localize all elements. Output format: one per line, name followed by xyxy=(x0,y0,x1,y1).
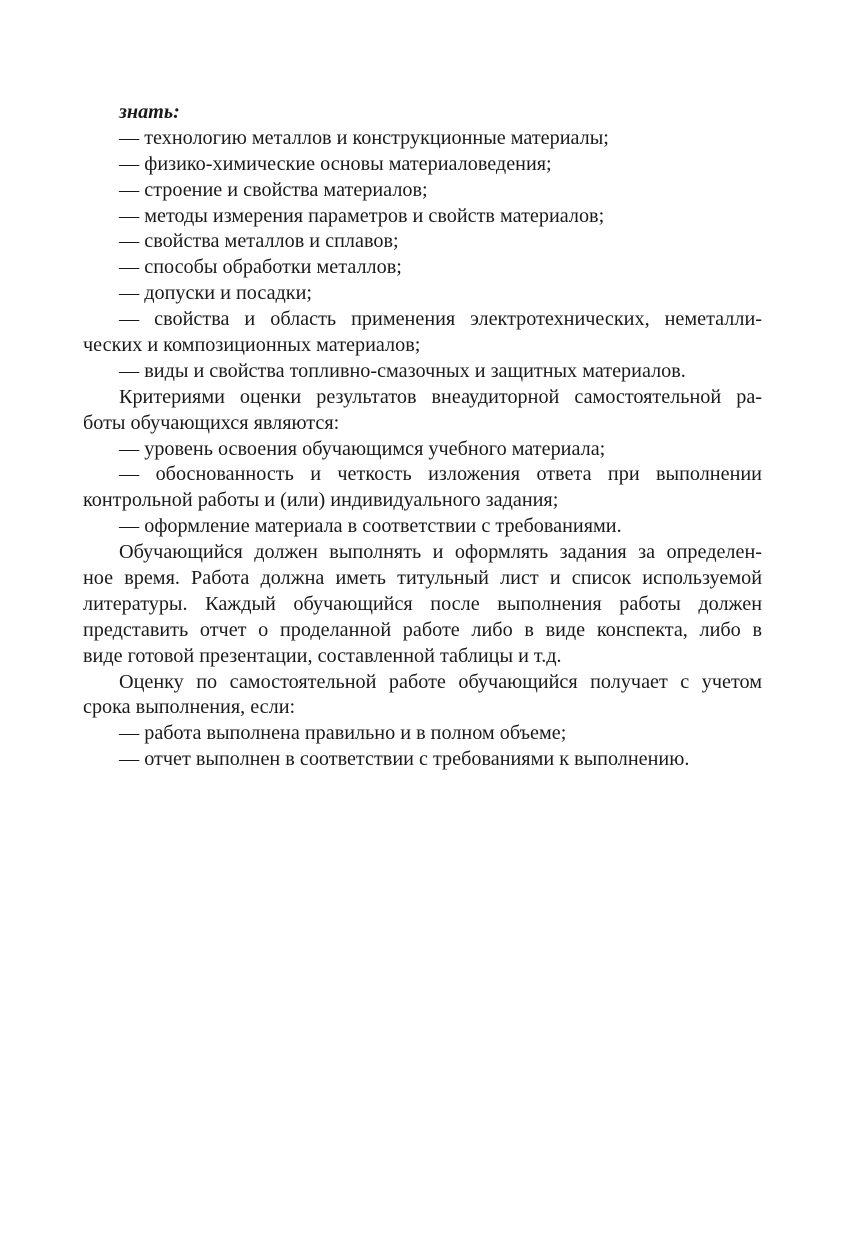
text-line: Обучающийся должен выполнять и оформлять задания за определен- xyxy=(119,541,762,564)
text-line: виде готовой презентации, составленной таблицы и т.д. xyxy=(83,644,562,667)
text-line: Оценку по самостоятельной работе обучающийся получает с учетом xyxy=(119,670,762,693)
document-body xyxy=(83,126,762,773)
text-line: — обоснованность и четкость изложения ответа при выполнении xyxy=(119,463,762,486)
text-line: — оформление материала в соответствии с требованиями. xyxy=(119,515,622,538)
text-line: — строение и свойства материалов; xyxy=(119,178,428,201)
text-line: — работа выполнена правильно и в полном объеме; xyxy=(119,722,567,745)
text-line: — физико-химические основы материаловедения; xyxy=(119,152,552,175)
text-line: — отчет выполнен в соответствии с требованиями к выполнению. xyxy=(119,748,690,771)
text-line: литературы. Каждый обучающийся после выполнения работы должен xyxy=(83,592,762,615)
document-page xyxy=(83,100,762,773)
text-line: — уровень освоения обучающимся учебного материала; xyxy=(119,437,606,460)
text-line: — свойства металлов и сплавов; xyxy=(119,230,399,253)
text-line: — технологию металлов и конструкционные материалы; xyxy=(119,126,609,149)
text-line: срока выполнения, если: xyxy=(83,696,296,719)
text-line: представить отчет о проделанной работе либо в виде конспекта, либо в xyxy=(83,618,762,641)
text-line: — свойства и область применения электротехнических, неметалли- xyxy=(119,308,762,331)
text-line: — методы измерения параметров и свойств материалов; xyxy=(119,204,605,227)
section-heading: знать: xyxy=(119,101,180,123)
text-line: боты обучающихся являются: xyxy=(83,411,340,434)
text-line: — допуски и посадки; xyxy=(119,282,313,305)
text-line: — способы обработки металлов; xyxy=(119,256,402,279)
text-line: ческих и композиционных материалов; xyxy=(83,334,421,357)
text-line: — виды и свойства топливно-смазочных и защитных материалов. xyxy=(119,359,686,382)
text-line: контрольной работы и (или) индивидуального задания; xyxy=(83,489,559,512)
text-line: Критериями оценки результатов внеаудиторной самостоятельной ра- xyxy=(119,385,762,408)
text-line: ное время. Работа должна иметь титульный лист и список используемой xyxy=(83,567,762,590)
